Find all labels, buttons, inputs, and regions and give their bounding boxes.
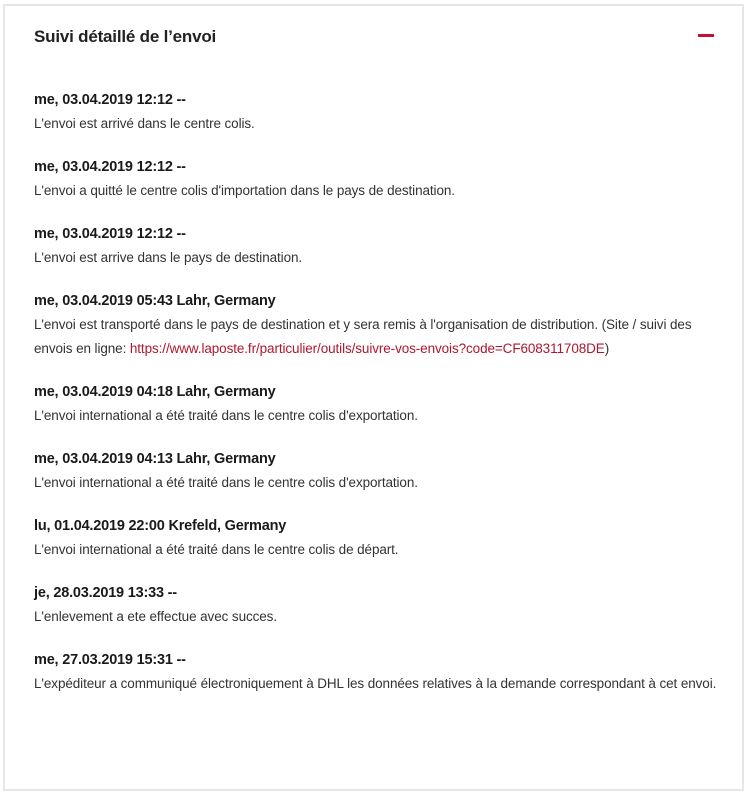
event-description: L'envoi est arrive dans le pays de destination. (34, 250, 303, 265)
event-description-text: L'envoi est transporté dans le pays de destination et y sera remis à l'organisation de distribution. (Site / suivi des envois en ligne: (34, 317, 692, 356)
panel-title: Suivi détaillé de l’envoi (34, 27, 217, 46)
event-description: L'envoi est arrivé dans le centre colis. (34, 116, 255, 131)
tracking-event (34, 583, 718, 629)
event-description-tail: ) (604, 341, 610, 356)
panel-header[interactable] (5, 6, 742, 66)
event-timestamp: me, 03.04.2019 12:12 -- (34, 159, 186, 175)
event-timestamp: me, 27.03.2019 15:31 -- (34, 652, 186, 668)
tracking-event (34, 157, 718, 203)
tracking-event (34, 516, 718, 562)
tracking-event (34, 224, 718, 270)
tracking-events-list (34, 90, 718, 717)
tracking-event (34, 291, 718, 361)
event-description: L'expéditeur a communiqué électroniquement à DHL les données relatives à la demande correspondant à cet envoi. (34, 676, 717, 691)
collapse-button[interactable] (690, 24, 722, 48)
event-timestamp: me, 03.04.2019 12:12 -- (34, 226, 186, 242)
event-timestamp: me, 03.04.2019 05:43 Lahr, Germany (34, 293, 276, 309)
event-timestamp: je, 28.03.2019 13:33 -- (34, 585, 177, 601)
minus-icon (698, 34, 714, 37)
event-description (34, 313, 718, 361)
event-description: L'envoi a quitté le centre colis d'importation dans le pays de destination. (34, 183, 455, 198)
tracking-event (34, 650, 718, 696)
event-timestamp: me, 03.04.2019 12:12 -- (34, 92, 186, 108)
event-timestamp: me, 03.04.2019 04:13 Lahr, Germany (34, 451, 276, 467)
event-timestamp: me, 03.04.2019 04:18 Lahr, Germany (34, 384, 276, 400)
event-description: L'envoi international a été traité dans le centre colis de départ. (34, 542, 399, 557)
tracking-event (34, 90, 718, 136)
event-description: L'envoi international a été traité dans le centre colis d'exportation. (34, 475, 418, 490)
event-description: L'enlevement a ete effectue avec succes. (34, 609, 277, 624)
tracking-event (34, 382, 718, 428)
event-timestamp: lu, 01.04.2019 22:00 Krefeld, Germany (34, 518, 287, 534)
event-description: L'envoi international a été traité dans le centre colis d'exportation. (34, 408, 418, 423)
laposte-tracking-link[interactable]: https://www.laposte.fr/particulier/outils/suivre-vos-envois?code=CF608311708DE (129, 341, 605, 356)
tracking-panel (3, 4, 744, 791)
tracking-event (34, 449, 718, 495)
